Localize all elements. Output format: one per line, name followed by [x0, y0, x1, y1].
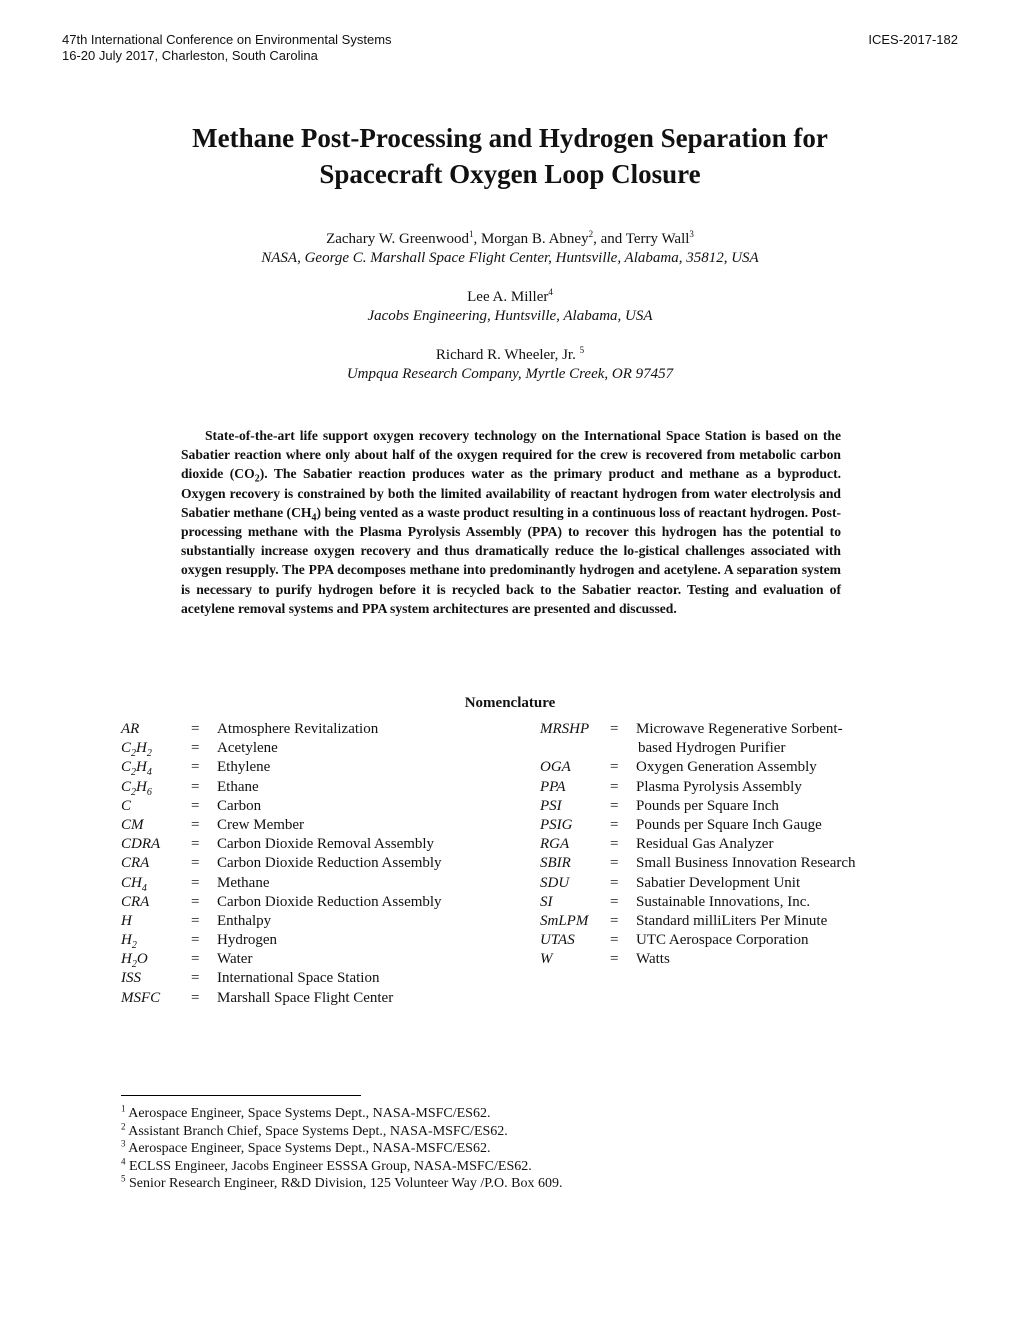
nomenclature-abbreviation: CDRA: [121, 836, 161, 853]
equals-sign: =: [191, 932, 200, 949]
nomenclature-abbreviation: $CH_4$: [121, 874, 147, 894]
footnote: [121, 1120, 921, 1141]
author-name: , Morgan B. Abney: [473, 231, 589, 247]
footnote-text: Aerospace Engineer, Space Systems Dept., NASA-MSFC/ES62.: [125, 1141, 491, 1157]
footnote-separator: [121, 1095, 361, 1096]
equals-sign: =: [610, 893, 619, 910]
equals-sign: =: [610, 797, 619, 814]
footnote-number: 3: [121, 1138, 126, 1149]
author-names-2: [60, 288, 960, 307]
nomenclature-row: [121, 912, 521, 931]
nomenclature-abbreviation: AR: [121, 721, 140, 737]
nomenclature-definition: Ethylene: [217, 759, 271, 776]
author-name: Lee A. Miller: [467, 289, 549, 305]
nomenclature-definition: Sustainable Innovations, Inc.: [636, 893, 811, 910]
subscript: 4: [141, 882, 147, 894]
nomenclature-row: [540, 816, 920, 835]
nomenclature-definition: Water: [217, 951, 253, 968]
nomenclature-abbreviation: PPA: [540, 778, 566, 795]
equals-sign: =: [610, 951, 619, 968]
footnote-number: 2: [121, 1120, 126, 1131]
nomenclature-definition: Acetylene: [217, 740, 278, 757]
nomenclature-definition: based Hydrogen Purifier: [638, 740, 786, 757]
title-line-2: Spacecraft Oxygen Loop Closure: [319, 159, 701, 189]
nomenclature-definition: Carbon Dioxide Removal Assembly: [217, 836, 435, 853]
nomenclature-definition: Carbon Dioxide Reduction Assembly: [217, 893, 442, 910]
equals-sign: =: [191, 721, 200, 737]
nomenclature-abbreviation: H: [121, 912, 132, 929]
abstract: [181, 426, 841, 618]
nomenclature-abbreviation: SmLPM: [540, 912, 589, 929]
nomenclature-abbreviation: SBIR: [540, 855, 571, 872]
footnote-number: 4: [121, 1156, 126, 1167]
abstract-subscript: 2: [254, 474, 260, 486]
nomenclature-row: [540, 739, 920, 758]
nomenclature-row: [121, 835, 521, 854]
subscript: 2: [131, 767, 137, 779]
title-line-1: Methane Post-Processing and Hydrogen Separation for: [192, 123, 828, 153]
nomenclature-definition: International Space Station: [217, 970, 380, 987]
author-name: , and Terry Wall: [593, 231, 690, 247]
nomenclature-definition: UTC Aerospace Corporation: [636, 932, 809, 949]
equals-sign: =: [191, 759, 200, 776]
nomenclature-definition: Plasma Pyrolysis Assembly: [636, 778, 802, 795]
nomenclature-row: [540, 931, 920, 950]
equals-sign: =: [191, 970, 200, 987]
subscript: 2: [131, 748, 137, 760]
footnotes: [121, 1105, 921, 1193]
nomenclature-definition: Residual Gas Analyzer: [636, 836, 774, 853]
nomenclature-definition: Pounds per Square Inch: [636, 797, 779, 814]
nomenclature-abbreviation: $C_2H_2$: [121, 740, 152, 760]
nomenclature-abbreviation: $C_2H_6$: [121, 778, 152, 798]
author-footnote-mark: 5: [579, 345, 585, 355]
abstract-text-2: ). The Sabatier reaction produces water as the primary product and methane as a byproduct. Oxygen recovery is constrained by both the limited availability of reactant hydrogen from water electrolysis and Sabatier methane (CH: [181, 466, 841, 520]
nomenclature-definition: Hydrogen: [217, 932, 277, 949]
nomenclature-definition: Carbon: [217, 797, 262, 814]
nomenclature-definition: Watts: [636, 951, 670, 968]
footnote-number: 1: [121, 1103, 126, 1114]
nomenclature-abbreviation: CM: [121, 816, 144, 833]
footnote: [121, 1175, 921, 1193]
nomenclature-definition: Microwave Regenerative Sorbent-: [636, 721, 843, 737]
nomenclature-definition: Pounds per Square Inch Gauge: [636, 816, 822, 833]
subscript: 2: [131, 940, 137, 952]
nomenclature-abbreviation: $H_2O$: [121, 951, 148, 971]
equals-sign: =: [191, 740, 200, 757]
nomenclature-definition: Small Business Innovation Research: [636, 855, 856, 872]
author-footnote-mark: 3: [689, 229, 694, 239]
equals-sign: =: [191, 951, 200, 968]
equals-sign: =: [610, 912, 619, 929]
nomenclature-definition: Standard milliLiters Per Minute: [636, 912, 828, 929]
nomenclature-row: [121, 950, 521, 969]
nomenclature-definition: Crew Member: [217, 816, 305, 833]
subscript: 2: [131, 786, 137, 798]
abstract-subscript: 4: [311, 512, 317, 524]
footnote-text: Assistant Branch Chief, Space Systems Dept., NASA-MSFC/ES62.: [125, 1123, 508, 1139]
nomenclature-row: [540, 778, 920, 797]
footnote: [121, 1158, 921, 1176]
equals-sign: =: [610, 874, 619, 891]
nomenclature-row: [121, 854, 521, 873]
footnote: [121, 1105, 921, 1123]
nomenclature-abbreviation: PSIG: [540, 816, 573, 833]
equals-sign: =: [610, 721, 619, 737]
author-footnote-mark: 4: [548, 287, 553, 297]
equals-sign: =: [610, 932, 619, 949]
nomenclature-abbreviation: CRA: [121, 855, 150, 872]
equals-sign: =: [191, 874, 200, 891]
nomenclature-row: [121, 739, 521, 758]
equals-sign: =: [191, 816, 200, 833]
subscript: 2: [131, 959, 137, 971]
equals-sign: =: [191, 912, 200, 929]
footnote: [121, 1140, 921, 1158]
nomenclature-abbreviation: W: [540, 951, 553, 968]
nomenclature-abbreviation: $H_2$: [121, 932, 137, 952]
conference-location-date: 16-20 July 2017, Charleston, South Carolina: [62, 48, 318, 63]
nomenclature-definition: Marshall Space Flight Center: [217, 989, 394, 1006]
author-block-3: [60, 346, 960, 384]
footnote-text: Senior Research Engineer, R&D Division, 125 Volunteer Way /P.O. Box 609.: [125, 1176, 563, 1192]
author-name: Richard R. Wheeler, Jr.: [435, 347, 580, 363]
footnote-text: ECLSS Engineer, Jacobs Engineer ESSSA Group, NASA-MSFC/ES62.: [125, 1158, 532, 1174]
nomenclature-heading: Nomenclature: [464, 695, 556, 711]
nomenclature-row: [121, 969, 521, 988]
footnote-number: 5: [121, 1173, 126, 1184]
abstract-text-3: ) being vented as a waste product resulting in a continuous loss of reactant hydrogen. Post-processing methane with the Plasma Pyrolysis Assembly (PPA) to recover this hydrogen has the potential to substantially increase oxygen recovery and thus dramatically reduce the lo-gistical challenges associated with oxygen resupply. The PPA decomposes methane into predominantly hydrogen and acetylene. A separation system is necessary to purify hydrogen before it is recycled back to the Sabatier reactor. Testing and evaluation of acetylene removal systems and PPA system architectures are presented and discussed.: [181, 504, 842, 616]
equals-sign: =: [191, 855, 200, 872]
nomenclature-row: [121, 931, 521, 950]
equals-sign: =: [191, 778, 200, 795]
nomenclature-row: [121, 874, 521, 893]
nomenclature-abbreviation: MRSHP: [540, 721, 590, 737]
nomenclature-row: [540, 835, 920, 854]
nomenclature-definition: Methane: [217, 874, 270, 891]
nomenclature-abbreviation: RGA: [540, 836, 570, 853]
equals-sign: =: [191, 989, 200, 1006]
author-footnote-mark: 1: [468, 229, 474, 239]
nomenclature-abbreviation: $C_2H_4$: [121, 759, 152, 779]
nomenclature-row: [121, 797, 521, 816]
nomenclature-definition: Enthalpy: [217, 912, 272, 929]
nomenclature-row: [121, 989, 521, 1008]
equals-sign: =: [610, 836, 619, 853]
nomenclature-row: [540, 758, 920, 777]
nomenclature-definition: Carbon Dioxide Reduction Assembly: [217, 855, 442, 872]
author-affiliation: Umpqua Research Company, Myrtle Creek, OR 97457: [346, 366, 674, 382]
author-affiliation: Jacobs Engineering, Huntsville, Alabama, USA: [367, 308, 653, 324]
nomenclature-row: [121, 758, 521, 777]
nomenclature-row: [121, 893, 521, 912]
paper-id: ICES-2017-182: [868, 32, 958, 47]
nomenclature-abbreviation: ISS: [121, 970, 141, 987]
nomenclature-abbreviation: OGA: [540, 759, 571, 776]
nomenclature-abbreviation: UTAS: [540, 932, 575, 949]
subscript: 6: [146, 786, 152, 798]
nomenclature-row: [121, 778, 521, 797]
nomenclature-abbreviation: MSFC: [121, 989, 161, 1006]
nomenclature-abbreviation: SI: [540, 893, 553, 910]
equals-sign: =: [191, 836, 200, 853]
author-footnote-mark: 2: [588, 229, 594, 239]
nomenclature-definition: Ethane: [217, 778, 259, 795]
equals-sign: =: [610, 855, 619, 872]
author-name: Zachary W. Greenwood: [326, 231, 469, 247]
running-header-left: [62, 32, 392, 64]
nomenclature-row: [121, 816, 521, 835]
nomenclature-row: [540, 720, 920, 739]
nomenclature-row: [540, 874, 920, 893]
nomenclature-abbreviation: SDU: [540, 874, 570, 891]
author-block-1: [60, 230, 960, 268]
author-block-2: [60, 288, 960, 326]
nomenclature-row: [121, 720, 521, 739]
author-names-3: [60, 346, 960, 365]
nomenclature-row: [540, 797, 920, 816]
nomenclature-definition: Oxygen Generation Assembly: [636, 759, 817, 776]
paper-title: [60, 120, 960, 192]
subscript: 2: [146, 748, 152, 760]
nomenclature-row: [540, 893, 920, 912]
nomenclature-right-column: [540, 720, 920, 969]
equals-sign: =: [610, 816, 619, 833]
nomenclature-row: [540, 912, 920, 931]
nomenclature-left-column: [121, 720, 521, 1008]
author-affiliation: NASA, George C. Marshall Space Flight Center, Huntsville, Alabama, 35812, USA: [261, 250, 759, 266]
nomenclature-abbreviation: PSI: [540, 797, 562, 814]
conference-name: 47th International Conference on Environmental Systems: [62, 32, 392, 47]
subscript: 4: [146, 767, 152, 779]
footnote-text: Aerospace Engineer, Space Systems Dept., NASA-MSFC/ES62.: [125, 1106, 491, 1121]
equals-sign: =: [191, 797, 200, 814]
equals-sign: =: [191, 893, 200, 910]
abstract-text-1: State-of-the-art life support oxygen recovery technology on the International Space Station is based on the Sabatier reaction where only about half of the oxygen required for the crew is recovered from metabolic carbon dioxide (CO: [181, 428, 841, 482]
equals-sign: =: [610, 759, 619, 776]
nomenclature-definition: Sabatier Development Unit: [636, 874, 801, 891]
equals-sign: =: [610, 778, 619, 795]
nomenclature-row: [540, 950, 920, 969]
author-names-1: [60, 230, 960, 249]
nomenclature-definition: Atmosphere Revitalization: [217, 721, 379, 737]
nomenclature-row: [540, 854, 920, 873]
nomenclature-abbreviation: C: [121, 797, 132, 814]
nomenclature-abbreviation: CRA: [121, 893, 150, 910]
